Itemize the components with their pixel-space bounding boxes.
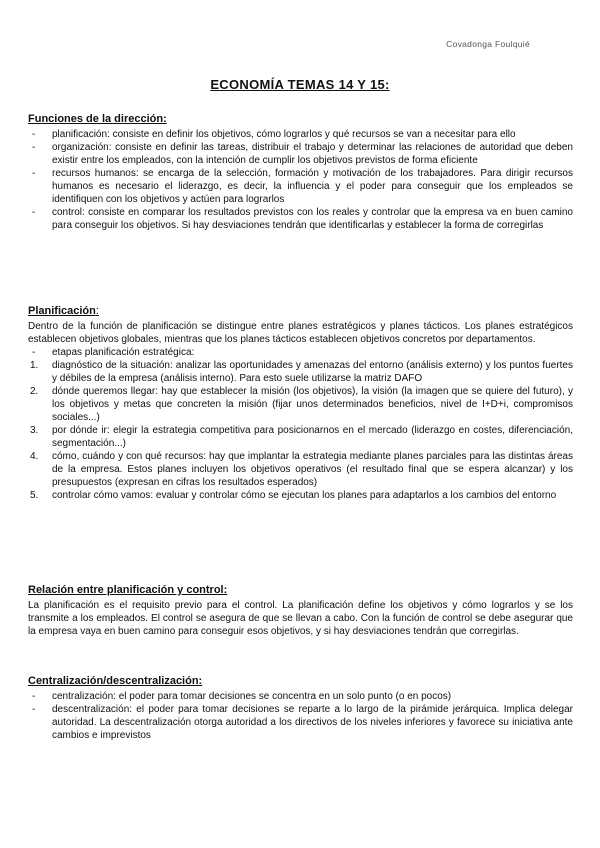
item-text: por dónde ir: elegir la estrategia competitiva para posicionarnos en el mercado (liderazgo en costes, diferenciación, segmentación...) — [52, 425, 573, 449]
list-item: - recursos humanos: se encarga de la selección, formación y motivación de los trabajadores. Para dirigir recursos humanos es necesario el liderazgo, es decir, la influencia y el poder para conseguir que los empleados se identifiquen con los objetivos y actúen para lograrlos — [28, 167, 573, 206]
section-heading: Funciones de la dirección: — [28, 113, 167, 125]
document-title: ECONOMÍA TEMAS 14 Y 15: — [210, 77, 390, 92]
section-heading: Relación entre planificación y control: — [28, 584, 228, 596]
item-text: dónde queremos llegar: hay que establecer la misión (los objetivos), la visión (la imagen que se quiere del futuro), y los objetivos y metas que concreten la misión (fijar unos determinados beneficios, nivel de I+D+i, compromisos sociales...) — [52, 386, 573, 423]
section-centralizacion — [28, 674, 573, 742]
heading-colon: : — [95, 305, 99, 317]
list-item — [28, 489, 573, 502]
paragraph: La planificación es el requisito previo para el control. La planificación define los objetivos y cómo lograrlos y se los transmite a los empleados. El control se asegura de que se llevan a cabo. Con la función de control se debe asegurar que la empresa vaya en buen camino para conseguir esos objetivos, y si hay desviaciones tendrán que corregirlas. — [28, 600, 573, 637]
list-item: - etapas planificación estratégica: — [28, 346, 573, 359]
list-item: - descentralización: el poder para tomar decisiones se reparte a lo largo de la pirámide jerárquica. Implica delegar autoridad. La descentralización otorga autoridad a los directivos de los niveles inferiores y favorece su iniciativa ante cambios e imprevistos — [28, 703, 573, 742]
section-heading — [28, 304, 573, 318]
item-number: 3. — [30, 425, 39, 436]
heading-text: Planificación — [28, 305, 96, 317]
item-text: cómo, cuándo y con qué recursos: hay que implantar la estrategia mediante planes parciales para las distintas áreas de la empresa. Estos planes incluyen los objetivos operativos (el resultado final que se espera alcanzar) y los presupuestos (expresan en cifras los resultados esperados) — [52, 451, 573, 488]
paragraph: Dentro de la función de planificación se distingue entre planes estratégicos y planes tácticos. Los planes estratégicos establecen objetivos globales, mientras que los planes tácticos establecen objetivos concretos por departamentos. — [28, 321, 573, 345]
list-item: - centralización: el poder para tomar decisiones se concentra en un solo punto (o en pocos) — [28, 690, 573, 703]
section-funciones-direccion — [28, 112, 573, 232]
list-item — [28, 385, 573, 424]
list-item: - organización: consiste en definir las tareas, distribuir el trabajo y determinar las relaciones de autoridad que deben existir entre los empleados, con la intención de cumplir los objetivos previstos de forma eficiente — [28, 141, 573, 167]
item-number: 1. — [30, 360, 39, 371]
section-relacion-planificacion-control — [28, 583, 573, 638]
list-item — [28, 359, 573, 385]
section-heading: Centralización/descentralización: — [28, 675, 203, 687]
item-text: controlar cómo vamos: evaluar y controlar cómo se ejecutan los planes para adaptarlos a los cambios del entorno — [52, 490, 557, 501]
stages-label-list — [28, 346, 573, 359]
item-number: 4. — [30, 451, 39, 462]
item-number: 2. — [30, 386, 39, 397]
item-number: 5. — [30, 490, 39, 501]
list-item — [28, 424, 573, 450]
item-text: diagnóstico de la situación: analizar las oportunidades y amenazas del entorno (análisis externo) y los puntos fuertes y débiles de la empresa (análisis interno). Para esto suele utilizarse la matriz DAFO — [52, 360, 573, 384]
centralization-list — [28, 690, 573, 742]
functions-list — [28, 128, 573, 232]
stages-list — [28, 359, 573, 502]
author-name: Covadonga Foulquié — [446, 39, 530, 49]
section-planificacion — [28, 304, 573, 502]
list-item: - control: consiste en comparar los resultados previstos con los reales y controlar que la empresa va en buen camino para conseguir los objetivos. Si hay desviaciones tendrán que identificarlas y establecer la forma de corregirlas — [28, 206, 573, 232]
list-item: - planificación: consiste en definir los objetivos, cómo lograrlos y qué recursos se van a necesitar para ello — [28, 128, 573, 141]
list-item — [28, 450, 573, 489]
